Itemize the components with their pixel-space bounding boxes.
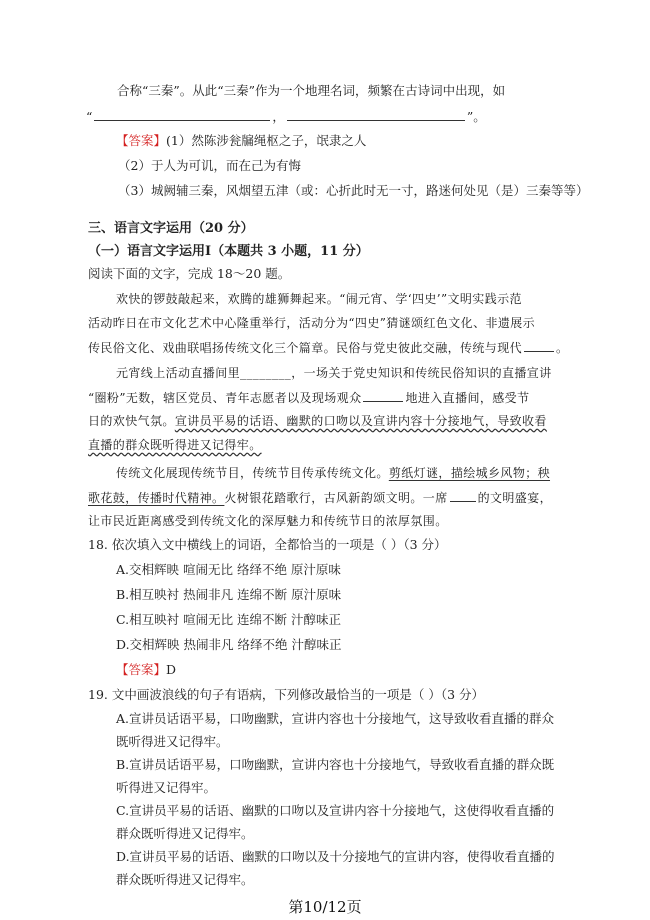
q19-option-b-cont: 听得进又记得牢。 <box>116 780 217 795</box>
prev-question-blanks: “ ， ”。 <box>86 109 486 124</box>
q18-answer: 【答案】D <box>116 662 177 677</box>
q18-option-a: A.交相辉映 喧闹无比 络绎不绝 原汁原味 <box>116 562 341 577</box>
passage-line: 日的欢快气氛。宣讲员平易的话语、幽默的口吻以及宣讲内容十分接地气，导致收看 <box>88 414 547 428</box>
passage-line: 传统文化展现传统节目，传统节目传承传统文化。剪纸灯谜，描绘城乡风物；秧 <box>116 466 551 480</box>
wavy-underlined-sentence: 宣讲员平易的话语、幽默的口吻以及宣讲内容十分接地气，导致收看 <box>174 414 547 428</box>
page-number: 第10/12页 <box>288 898 362 916</box>
passage-line: 让市民近距离感受到传统文化的深厚魅力和传统节日的浓厚氛围。 <box>88 514 448 528</box>
q18-option-c: C.相互映衬 喧闹无比 连绵不断 汁醇味正 <box>116 612 342 627</box>
prev-answer-2: （2）于人为可讥，而在己为有悔 <box>118 158 301 173</box>
q19-stem: 19. 文中画波浪线的句子有语病，下列修改最恰当的一项是（ ）（3 分） <box>88 687 485 702</box>
fill-blank <box>94 108 270 121</box>
passage-line: 欢快的锣鼓敲起来，欢腾的雄狮舞起来。“闹元宵、学‘四史’”文明实践示范 <box>116 292 522 306</box>
q18-option-d: D.交相辉映 热闹非凡 络绎不绝 汁醇味正 <box>116 637 342 652</box>
q19-option-a-cont: 既听得进又记得牢。 <box>116 734 229 749</box>
underlined-sentence: 剪纸灯谜，描绘城乡风物；秧 <box>388 466 551 480</box>
q19-option-a: A.宣讲员话语平易，口吻幽默，宣讲内容也十分接地气，这导致收看直播的群众 <box>116 711 555 726</box>
passage-line: 活动昨日在市文化艺术中心隆重举行，活动分为“四史”猜谜颂红色文化、非遗展示 <box>88 316 536 330</box>
q19-option-c: C.宣讲员平易的话语、幽默的口吻以及宣讲内容十分接地气，这使得收看直播的 <box>116 803 555 818</box>
q18-stem: 18. 依次填入文中横线上的词语，全都恰当的一项是（ ）（3 分） <box>88 537 447 552</box>
passage-line: “圈粉”无数，辖区党员、青年志愿者以及现场观众 地进入直播间，感受节 <box>88 391 530 405</box>
fill-blank <box>287 108 465 121</box>
section-heading: 三、语言文字运用（20 分） <box>88 221 254 236</box>
q19-option-c-cont: 群众既听得进又记得牢。 <box>116 826 254 841</box>
wavy-underlined-sentence: 直播的群众既听得进又记得牢。 <box>88 438 262 452</box>
prev-answer-3: （3）城阙辅三秦，风烟望五津（或：心折此时无一寸，路迷何处见（是）三秦等等） <box>118 183 589 198</box>
prev-question-line1: 合称“三秦”。从此“三秦”作为一个地理名词，频繁在古诗词中出现，如 <box>117 83 506 98</box>
fill-blank <box>363 389 403 402</box>
prev-answer-1: 【答案】(1）然陈涉瓮牖绳枢之子，氓隶之人 <box>116 133 367 148</box>
fill-blank <box>524 339 554 352</box>
passage-line: 歌花鼓，传播时代精神。火树银花踏歌行，古风新韵颂文明。一席 的文明盛宴， <box>88 491 553 505</box>
section-subheading: （一）语言文字运用Ⅰ（本题共 3 小题，11 分） <box>88 244 369 259</box>
underlined-sentence: 歌花鼓，传播时代精神。 <box>88 491 225 505</box>
q19-option-d-cont: 群众既听得进又记得牢。 <box>116 872 254 887</box>
answer-label: 【答案】 <box>116 662 167 677</box>
q19-option-d: D.宣讲员平易的话语、幽默的口吻以及十分接地气的宣讲内容，使得收看直播的 <box>116 849 555 864</box>
passage-line: 元宵线上活动直播间里________，一场关于党史知识和传统民俗知识的直播宣讲 <box>116 366 552 380</box>
answer-label: 【答案】 <box>116 133 167 148</box>
q18-option-b: B.相互映衬 热闹非凡 连绵不断 原汁原味 <box>116 587 342 602</box>
q19-option-b: B.宣讲员话语平易，口吻幽默，宣讲内容也十分接地气，导致收看直播的群众既 <box>116 757 555 772</box>
fill-blank <box>450 489 476 502</box>
passage-line: 传民俗文化、戏曲联唱扬传统文化三个篇章。民俗与党史彼此交融，传统与现代 。 <box>88 341 569 355</box>
section-instruction: 阅读下面的文字，完成 18～20 题。 <box>88 266 291 281</box>
passage-line <box>88 437 262 453</box>
